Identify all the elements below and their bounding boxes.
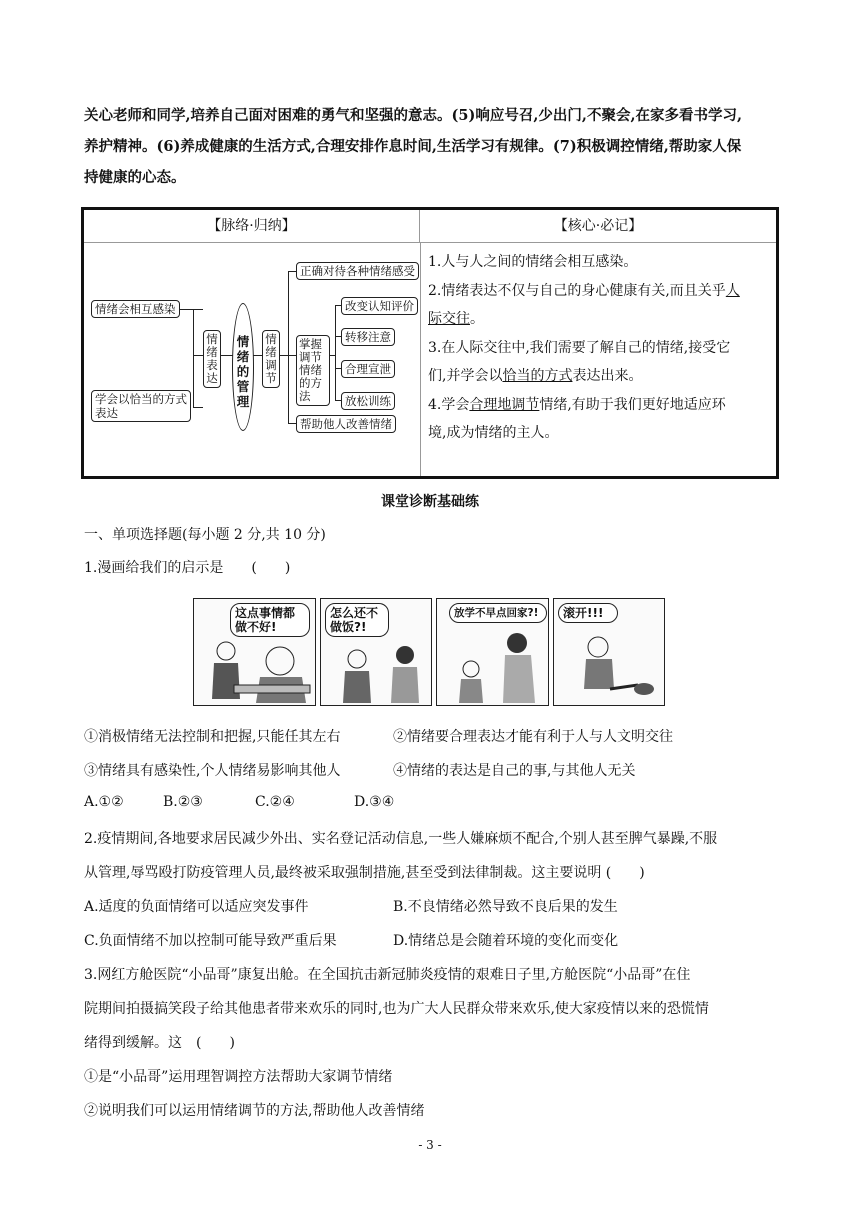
mind-map bbox=[84, 243, 420, 476]
comic-panel-2 bbox=[320, 598, 432, 706]
note-4: 4.学会合理地调节情绪,有助于我们更好地适应环 bbox=[428, 396, 726, 413]
connector bbox=[280, 355, 288, 356]
summary-table bbox=[81, 207, 779, 479]
kitchen-scene-image bbox=[321, 599, 432, 706]
q2-option-a[interactable]: A.适度的负面情绪可以适应突发事件 bbox=[84, 899, 309, 915]
connector bbox=[335, 305, 336, 401]
q1-option-b[interactable]: B.②③ bbox=[163, 794, 203, 810]
connector bbox=[193, 407, 203, 408]
comic-panel-1 bbox=[193, 598, 316, 706]
note-3-cont: 们,并学会以恰当的方式表达出来。 bbox=[428, 368, 643, 384]
mindmap-node-relax: 放松训练 bbox=[341, 392, 395, 410]
connector bbox=[179, 309, 203, 310]
comic-panel-3 bbox=[436, 598, 549, 706]
note-4-cont: 境,成为情绪的主人。 bbox=[428, 425, 559, 441]
speech-bubble: 滚开!!! bbox=[558, 603, 618, 623]
part-heading: 一、单项选择题(每小题 2 分,共 10 分) bbox=[84, 527, 326, 543]
mindmap-node-face-feelings: 正确对待各种情绪感受 bbox=[296, 262, 419, 280]
q2-option-d[interactable]: D.情绪总是会随着环境的变化而变化 bbox=[393, 933, 619, 949]
q3-stem-line-3: 绪得到缓解。这 ( ) bbox=[84, 1035, 235, 1051]
q1-statement-2: ②情绪要合理表达才能有利于人与人文明交往 bbox=[393, 729, 673, 745]
q2-option-c[interactable]: C.负面情绪不加以控制可能导致严重后果 bbox=[84, 933, 337, 949]
speech-bubble: 怎么还不做饭?! bbox=[325, 603, 389, 637]
intro-paragraph bbox=[84, 100, 784, 193]
table-header-left: 【脉络·归纳】 bbox=[84, 210, 420, 243]
page-number: - 3 - bbox=[418, 1138, 442, 1152]
q3-stem-line-2: 院期间拍摄搞笑段子给其他患者带来欢乐的同时,也为广大人民群众带来欢乐,使大家疫情以来的恐慌情 bbox=[84, 1001, 709, 1017]
table-divider bbox=[420, 243, 421, 476]
q1-statement-3: ③情绪具有感染性,个人情绪易影响其他人 bbox=[84, 763, 341, 779]
q2-stem-line-1: 2.疫情期间,各地要求居民减少外出、实名登记活动信息,一些人嫌麻烦不配合,个别人甚至脾气暴躁,不服 bbox=[84, 831, 718, 847]
connector bbox=[288, 271, 296, 272]
mindmap-node-express-properly: 学会以恰当的方式 表达 bbox=[91, 390, 191, 422]
q2-option-b[interactable]: B.不良情绪必然导致不良后果的发生 bbox=[393, 899, 618, 915]
connector bbox=[193, 355, 203, 356]
q2-stem-line-2: 从管理,辱骂殴打防疫管理人员,最终被采取强制措施,甚至受到法律制裁。这主要说明 ( ) bbox=[84, 865, 645, 881]
q1-stem: 1.漫画给我们的启示是 ( ) bbox=[84, 560, 291, 576]
office-scene-image bbox=[194, 599, 316, 706]
kick-scene-image bbox=[554, 599, 665, 706]
mindmap-node-divert-attention: 转移注意 bbox=[341, 328, 395, 346]
speech-bubble: 这点事情都做不好! bbox=[230, 603, 310, 637]
table-header-right: 【核心·必记】 bbox=[420, 210, 776, 243]
mindmap-node-methods: 掌握调节情绪的方法 bbox=[296, 335, 330, 406]
q1-option-c[interactable]: C.②④ bbox=[255, 794, 295, 810]
q1-statement-1: ①消极情绪无法控制和把握,只能任其左右 bbox=[84, 729, 341, 745]
mindmap-node-expression: 情绪表达 bbox=[203, 330, 221, 388]
key-notes bbox=[428, 248, 776, 448]
q1-option-d[interactable]: D.③④ bbox=[354, 794, 395, 810]
mindmap-node-adjust: 情绪调节 bbox=[262, 330, 280, 388]
note-2-cont: 际交往。 bbox=[428, 311, 484, 327]
intro-line-1: 关心老师和同学,培养自己面对困难的勇气和坚强的意志。(5)响应号召,少出门,不聚会,在家多看书学习, bbox=[84, 107, 743, 124]
connector bbox=[288, 355, 296, 356]
speech-bubble: 放学不早点回家?! bbox=[449, 603, 547, 623]
intro-line-3: 持健康的心态。 bbox=[84, 169, 186, 186]
mindmap-node-help-others: 帮助他人改善情绪 bbox=[296, 415, 396, 433]
section-title: 课堂诊断基础练 bbox=[381, 494, 479, 510]
q1-option-a[interactable]: A.①② bbox=[84, 794, 124, 810]
q3-statement-1: ①是“小品哥”运用理智调控方法帮助大家调节情绪 bbox=[84, 1069, 393, 1085]
note-2: 2.情绪表达不仅与自己的身心健康有关,而且关乎人 bbox=[428, 282, 740, 299]
connector bbox=[288, 423, 296, 424]
mindmap-center: 情绪的管理 bbox=[232, 303, 254, 431]
mindmap-node-change-cognition: 改变认知评价 bbox=[341, 297, 418, 315]
home-scene-image bbox=[437, 599, 549, 706]
connector bbox=[193, 309, 194, 407]
note-1: 1.人与人之间的情绪会相互感染。 bbox=[428, 254, 638, 270]
q3-statement-2: ②说明我们可以运用情绪调节的方法,帮助他人改善情绪 bbox=[84, 1103, 425, 1119]
intro-line-2: 养护精神。(6)养成健康的生活方式,合理安排作息时间,生活学习有规律。(7)积极调控情绪,帮助家人保 bbox=[84, 138, 742, 155]
connector bbox=[288, 271, 289, 423]
mindmap-node-vent: 合理宣泄 bbox=[341, 360, 395, 378]
q1-statement-4: ④情绪的表达是自己的事,与其他人无关 bbox=[393, 763, 636, 779]
mindmap-node-contagion: 情绪会相互感染 bbox=[91, 300, 180, 318]
note-3: 3.在人际交往中,我们需要了解自己的情绪,接受它 bbox=[428, 339, 731, 356]
q3-stem-line-1: 3.网红方舱医院“小品哥”康复出舱。在全国抗击新冠肺炎疫情的艰难日子里,方舱医院“小品哥”在住 bbox=[84, 967, 691, 983]
comic-panel-4 bbox=[553, 598, 665, 706]
